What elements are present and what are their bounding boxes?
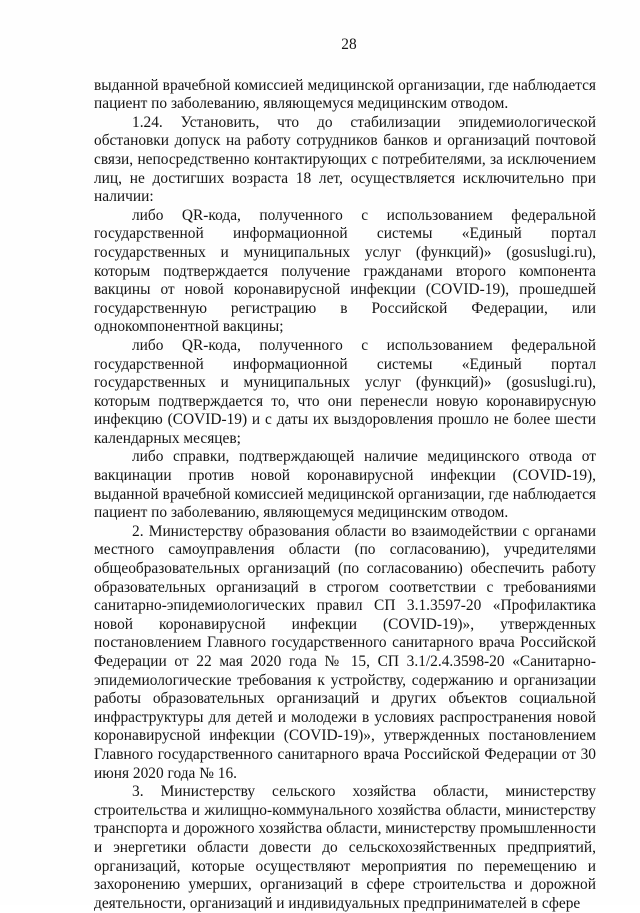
paragraph-continuation: выданной врачебной комиссией медицинской организации, где наблюдается пациент по заболеванию, являющемуся медицинским отводом. [94, 76, 596, 113]
paragraph-section-2: 2. Министерству образования области во взаимодействии с органами местного самоуправления области (по согласованию), учредителями общеобразовательных организаций (по согласованию) обеспечить работу образовательных организаций в строгом соответствии с требованиями санитарно-эпидемиологических правил СП 3.1.3597-20 «Профилактика новой коронавирусной инфекции (COVID-19)», утвержденных постановлением Главного государственного санитарного врача Российской Федерации от 22 мая 2020 года № 15, СП 3.1/2.4.3598-20 «Санитарно-эпидемиологические требования к устройству, содержанию и организации работы образовательных организаций и других объектов социальной инфраструктуры для детей и молодежи в условиях распространения новой коронавирусной инфекции (COVID-19)», утвержденных постановлением Главного государственного санитарного врача Российской Федерации от 30 июня 2020 года № 16. [94, 522, 596, 782]
paragraph-qr-recovered: либо QR-кода, полученного с использованием федеральной государственной информационной системы «Единый портал государственных и муниципальных услуг (функций)» (gosuslugi.ru), которым подтверждается то, что они перенесли новую коронавирусную инфекцию (COVID-19) и с даты их выздоровления прошло не более шести календарных месяцев; [94, 336, 596, 447]
paragraph-medical-exemption: либо справки, подтверждающей наличие медицинского отвода от вакцинации против новой коронавирусной инфекции (COVID-19), выданной врачебной комиссией медицинской организации, где наблюдается пациент по заболеванию, являющемуся медицинским отводом. [94, 448, 596, 522]
page-number: 28 [341, 36, 357, 53]
paragraph-section-3: 3. Министерству сельского хозяйства области, министерству строительства и жилищно-коммунального хозяйства области, министерству транспорта и дорожного хозяйства области, министерству промышленности и энергетики области довести до сельскохозяйственных предприятий, организаций, которые осуществляют мероприятия по перемещению и захоронению умерших, организаций в сфере строительства и дорожной деятельности, организаций и индивидуальных предпринимателей в сфере [94, 783, 596, 912]
paragraph-1-24: 1.24. Установить, что до стабилизации эпидемиологической обстановки допуск на работу сотрудников банков и организаций почтовой связи, непосредственно контактирующих с потребителями, за исключением лиц, не достигших возраста 18 лет, осуществляется исключительно при наличии: [94, 113, 596, 206]
paragraph-qr-vaccine: либо QR-кода, полученного с использованием федеральной государственной информационной системы «Единый портал государственных и муниципальных услуг (функций)» (gosuslugi.ru), которым подтверждается получение гражданами второго компонента вакцины от новой коронавирусной инфекции (COVID-19), прошедшей государственную регистрацию в Российской Федерации, или однокомпонентной вакцины; [94, 206, 596, 336]
